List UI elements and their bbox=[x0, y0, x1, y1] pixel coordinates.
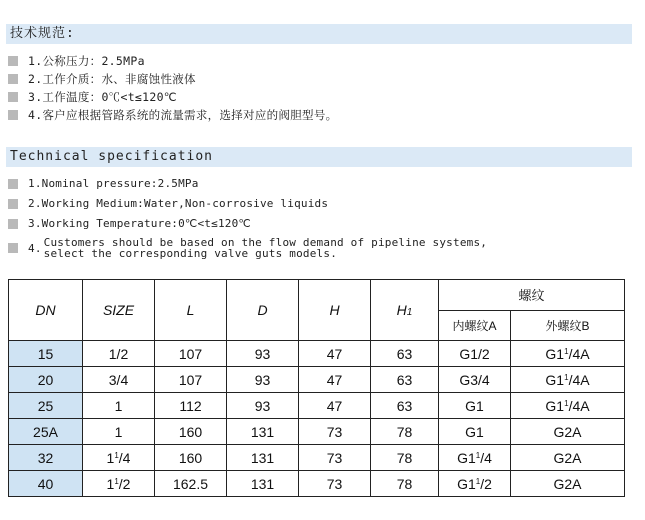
cell-h1: 78 bbox=[371, 445, 439, 471]
cell-dn: 15 bbox=[9, 341, 83, 367]
cell-h: 47 bbox=[299, 341, 371, 367]
table-row bbox=[9, 367, 625, 393]
spec-table bbox=[8, 279, 625, 497]
cell-h: 73 bbox=[299, 419, 371, 445]
cell-inner-thread: $G1^1/4$ bbox=[439, 445, 511, 471]
bullet-square-icon bbox=[8, 110, 18, 120]
header-dn: DN bbox=[9, 280, 83, 341]
cell-inner-thread: G1 bbox=[439, 393, 511, 419]
cell-outer-thread: $G1^1/4A$ bbox=[511, 341, 625, 367]
cell-l: 112 bbox=[155, 393, 227, 419]
cell-dn: 32 bbox=[9, 445, 83, 471]
cell-size: 1 bbox=[83, 393, 155, 419]
header-size: SIZE bbox=[83, 280, 155, 341]
cell-outer-thread: $G1^1/4A$ bbox=[511, 367, 625, 393]
table-row bbox=[9, 445, 625, 471]
cell-d: 93 bbox=[227, 393, 299, 419]
cell-h: 73 bbox=[299, 471, 371, 497]
list-item: 2.Working Medium:Water,Non-corrosive liquids bbox=[8, 197, 487, 217]
table-row bbox=[9, 471, 625, 497]
cell-inner-thread: G1 bbox=[439, 419, 511, 445]
cell-dn: 40 bbox=[9, 471, 83, 497]
header-l: L bbox=[155, 280, 227, 341]
cell-d: 131 bbox=[227, 445, 299, 471]
zh-section-title: 技术规范: bbox=[6, 24, 632, 44]
list-item bbox=[8, 237, 487, 263]
table-row bbox=[9, 393, 625, 419]
table-row bbox=[9, 341, 625, 367]
cell-inner-thread: G1/2 bbox=[439, 341, 511, 367]
cell-d: 131 bbox=[227, 471, 299, 497]
cell-outer-thread: G2A bbox=[511, 445, 625, 471]
cell-d: 93 bbox=[227, 341, 299, 367]
bullet-square-icon bbox=[8, 92, 18, 102]
list-item: 1.Nominal pressure:2.5MPa bbox=[8, 177, 487, 197]
zh-spec-list bbox=[8, 54, 337, 126]
header-thread: 螺纹 bbox=[439, 280, 625, 311]
bullet-square-icon bbox=[8, 179, 18, 189]
bullet-square-icon bbox=[8, 199, 18, 209]
cell-l: 107 bbox=[155, 341, 227, 367]
cell-l: 107 bbox=[155, 367, 227, 393]
cell-h1: 63 bbox=[371, 393, 439, 419]
cell-l: 160 bbox=[155, 419, 227, 445]
cell-h1: 78 bbox=[371, 471, 439, 497]
bullet-square-icon bbox=[8, 219, 18, 229]
cell-size: 1 bbox=[83, 419, 155, 445]
table-row bbox=[9, 419, 625, 445]
en-spec-list bbox=[8, 177, 487, 263]
cell-h: 47 bbox=[299, 393, 371, 419]
header-inner-thread: 内螺纹A bbox=[439, 310, 511, 341]
bullet-square-icon bbox=[8, 243, 18, 253]
header-h: H bbox=[299, 280, 371, 341]
bullet-square-icon bbox=[8, 74, 18, 84]
list-item: 3.Working Temperature:0℃<t≤120℃ bbox=[8, 217, 487, 237]
cell-size: $1^1/4$ bbox=[83, 445, 155, 471]
item-text: Customers should be based on the flow demand of pipeline systems, select the corresponding valve guts models. bbox=[43, 236, 488, 260]
cell-size: 3/4 bbox=[83, 367, 155, 393]
cell-h1: 63 bbox=[371, 367, 439, 393]
cell-outer-thread: G2A bbox=[511, 471, 625, 497]
cell-outer-thread: G2A bbox=[511, 419, 625, 445]
cell-h: 73 bbox=[299, 445, 371, 471]
cell-size: $1^1/2$ bbox=[83, 471, 155, 497]
cell-dn: 25 bbox=[9, 393, 83, 419]
list-item: 2.工作介质：水、非腐蚀性液体 bbox=[8, 72, 337, 90]
header-h1: H1 bbox=[371, 280, 439, 341]
list-item: 4.客户应根据管路系统的流量需求，选择对应的阀胆型号。 bbox=[8, 108, 337, 126]
cell-size: 1/2 bbox=[83, 341, 155, 367]
cell-h1: 63 bbox=[371, 341, 439, 367]
en-section-title: Technical specification bbox=[6, 147, 632, 167]
list-item: 3.工作温度：0℃<t≤120℃ bbox=[8, 90, 337, 108]
cell-inner-thread: $G1^1/2$ bbox=[439, 471, 511, 497]
cell-h: 47 bbox=[299, 367, 371, 393]
cell-l: 162.5 bbox=[155, 471, 227, 497]
cell-l: 160 bbox=[155, 445, 227, 471]
cell-d: 93 bbox=[227, 367, 299, 393]
header-outer-thread: 外螺纹B bbox=[511, 310, 625, 341]
cell-dn: 20 bbox=[9, 367, 83, 393]
list-item: 1.公称压力：2.5MPa bbox=[8, 54, 337, 72]
cell-h1: 78 bbox=[371, 419, 439, 445]
bullet-square-icon bbox=[8, 56, 18, 66]
cell-d: 131 bbox=[227, 419, 299, 445]
cell-outer-thread: $G1^1/4A$ bbox=[511, 393, 625, 419]
item-number: 4. bbox=[28, 242, 42, 255]
cell-inner-thread: G3/4 bbox=[439, 367, 511, 393]
cell-dn: 25A bbox=[9, 419, 83, 445]
header-d: D bbox=[227, 280, 299, 341]
